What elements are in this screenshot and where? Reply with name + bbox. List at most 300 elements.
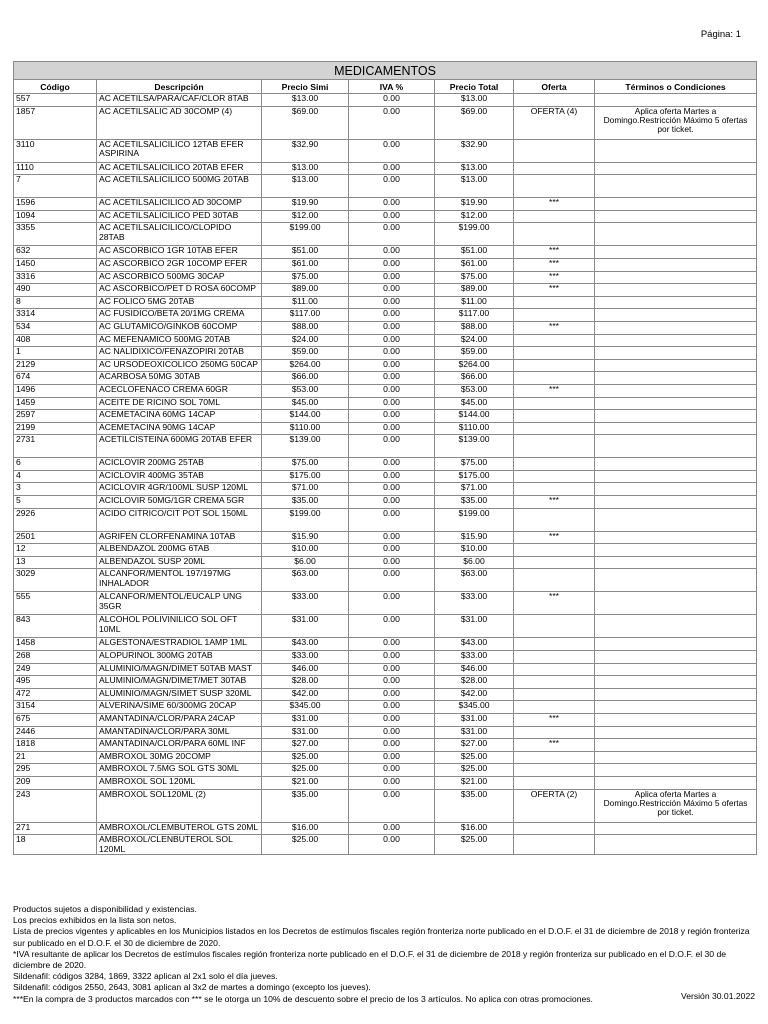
cell-descripcion: AMBROXOL SOL120ML (2)	[97, 789, 262, 822]
cell-oferta	[514, 835, 595, 855]
cell-descripcion: AMANTADINA/CLOR/PARA 30ML	[97, 726, 262, 739]
cell-terminos	[595, 776, 757, 789]
cell-oferta	[514, 458, 595, 471]
cell-codigo: 6	[14, 458, 97, 471]
cell-precio-simi: $33.00	[262, 651, 349, 664]
cell-terminos	[595, 483, 757, 496]
medications-table	[13, 61, 757, 855]
cell-iva: 0.00	[349, 198, 435, 211]
cell-precio-total: $75.00	[435, 271, 514, 284]
cell-terminos	[595, 676, 757, 689]
cell-precio-total: $35.00	[435, 789, 514, 822]
cell-descripcion: AC ACETILSALICILICO 500MG 20TAB	[97, 175, 262, 198]
cell-codigo: 13	[14, 556, 97, 569]
cell-codigo: 472	[14, 688, 97, 701]
cell-oferta	[514, 556, 595, 569]
table-row	[14, 569, 757, 592]
cell-oferta	[514, 94, 595, 107]
cell-terminos	[595, 271, 757, 284]
table-row	[14, 789, 757, 822]
cell-precio-total: $33.00	[435, 592, 514, 615]
cell-precio-total: $25.00	[435, 764, 514, 777]
cell-terminos	[595, 764, 757, 777]
cell-precio-total: $10.00	[435, 544, 514, 557]
cell-iva: 0.00	[349, 296, 435, 309]
cell-terminos	[595, 569, 757, 592]
cell-iva: 0.00	[349, 458, 435, 471]
cell-terminos	[595, 470, 757, 483]
cell-codigo: 243	[14, 789, 97, 822]
table-row	[14, 258, 757, 271]
cell-precio-simi: $75.00	[262, 271, 349, 284]
cell-descripcion: AC ACETILSA/PARA/CAF/CLOR 8TAB	[97, 94, 262, 107]
cell-codigo: 8	[14, 296, 97, 309]
cell-descripcion: AC MEFENAMICO 500MG 20TAB	[97, 334, 262, 347]
table-row	[14, 246, 757, 259]
cell-oferta: ***	[514, 271, 595, 284]
cell-codigo: 268	[14, 651, 97, 664]
cell-terminos	[595, 544, 757, 557]
cell-iva: 0.00	[349, 651, 435, 664]
cell-oferta	[514, 410, 595, 423]
cell-iva: 0.00	[349, 789, 435, 822]
cell-descripcion: ACEMETACINA 90MG 14CAP	[97, 422, 262, 435]
cell-codigo: 2731	[14, 435, 97, 458]
cell-precio-simi: $10.00	[262, 544, 349, 557]
cell-terminos	[595, 246, 757, 259]
cell-precio-simi: $6.00	[262, 556, 349, 569]
cell-precio-simi: $31.00	[262, 714, 349, 727]
cell-precio-total: $59.00	[435, 347, 514, 360]
cell-precio-total: $88.00	[435, 321, 514, 334]
cell-precio-total: $46.00	[435, 663, 514, 676]
cell-precio-total: $28.00	[435, 676, 514, 689]
cell-precio-simi: $264.00	[262, 359, 349, 372]
cell-iva: 0.00	[349, 321, 435, 334]
cell-precio-total: $139.00	[435, 435, 514, 458]
cell-precio-simi: $69.00	[262, 106, 349, 139]
cell-oferta	[514, 822, 595, 835]
cell-terminos	[595, 334, 757, 347]
table-row	[14, 739, 757, 752]
cell-oferta	[514, 483, 595, 496]
cell-precio-total: $45.00	[435, 397, 514, 410]
cell-codigo: 21	[14, 751, 97, 764]
cell-descripcion: ACETILCISTEINA 600MG 20TAB EFER	[97, 435, 262, 458]
table-row	[14, 651, 757, 664]
cell-precio-simi: $25.00	[262, 751, 349, 764]
cell-codigo: 1818	[14, 739, 97, 752]
cell-precio-simi: $144.00	[262, 410, 349, 423]
cell-descripcion: AMBROXOL/CLENBUTEROL SOL 120ML	[97, 835, 262, 855]
table-row	[14, 284, 757, 297]
price-list	[13, 61, 756, 855]
cell-descripcion: ALOPURINOL 300MG 20TAB	[97, 651, 262, 664]
table-row	[14, 347, 757, 360]
cell-precio-simi: $199.00	[262, 508, 349, 531]
cell-precio-simi: $89.00	[262, 284, 349, 297]
cell-precio-total: $33.00	[435, 651, 514, 664]
cell-terminos	[595, 496, 757, 509]
cell-codigo: 1458	[14, 638, 97, 651]
cell-descripcion: AC ACETILSALICILICO/CLOPIDO 28TAB	[97, 223, 262, 246]
cell-descripcion: AC ACETILSALICILICO 20TAB EFER	[97, 162, 262, 175]
table-row	[14, 544, 757, 557]
cell-terminos	[595, 175, 757, 198]
cell-codigo: 3110	[14, 139, 97, 162]
cell-terminos	[595, 638, 757, 651]
cell-terminos	[595, 688, 757, 701]
cell-descripcion: AC ACETILSALICILICO AD 30COMP	[97, 198, 262, 211]
cell-codigo: 1094	[14, 210, 97, 223]
cell-precio-simi: $27.00	[262, 739, 349, 752]
cell-descripcion: ACICLOVIR 50MG/1GR CREMA 5GR	[97, 496, 262, 509]
cell-precio-total: $16.00	[435, 822, 514, 835]
table-row	[14, 822, 757, 835]
cell-iva: 0.00	[349, 688, 435, 701]
cell-oferta	[514, 397, 595, 410]
cell-oferta	[514, 726, 595, 739]
cell-oferta	[514, 651, 595, 664]
cell-iva: 0.00	[349, 776, 435, 789]
cell-oferta	[514, 175, 595, 198]
cell-oferta	[514, 334, 595, 347]
cell-iva: 0.00	[349, 508, 435, 531]
cell-oferta	[514, 347, 595, 360]
cell-codigo: 7	[14, 175, 97, 198]
cell-descripcion: AMBROXOL/CLEMBUTEROL GTS 20ML	[97, 822, 262, 835]
cell-precio-total: $199.00	[435, 508, 514, 531]
cell-codigo: 12	[14, 544, 97, 557]
cell-descripcion: AC ACETILSALIC AD 30COMP (4)	[97, 106, 262, 139]
table-row	[14, 483, 757, 496]
cell-terminos	[595, 458, 757, 471]
cell-precio-total: $32.90	[435, 139, 514, 162]
cell-descripcion: AMBROXOL SOL 120ML	[97, 776, 262, 789]
cell-terminos	[595, 372, 757, 385]
cell-codigo: 1857	[14, 106, 97, 139]
cell-descripcion: ACECLOFENACO CREMA 60GR	[97, 384, 262, 397]
cell-descripcion: ALCANFOR/MENTOL 197/197MG INHALADOR	[97, 569, 262, 592]
cell-oferta	[514, 701, 595, 714]
cell-iva: 0.00	[349, 210, 435, 223]
cell-terminos	[595, 397, 757, 410]
cell-descripcion: AGRIFEN CLORFENAMINA 10TAB	[97, 531, 262, 544]
cell-precio-simi: $61.00	[262, 258, 349, 271]
cell-precio-total: $35.00	[435, 496, 514, 509]
cell-descripcion: ALGESTONA/ESTRADIOL 1AMP 1ML	[97, 638, 262, 651]
cell-iva: 0.00	[349, 246, 435, 259]
cell-iva: 0.00	[349, 569, 435, 592]
table-row	[14, 688, 757, 701]
cell-oferta: ***	[514, 321, 595, 334]
table-row	[14, 359, 757, 372]
cell-iva: 0.00	[349, 764, 435, 777]
cell-codigo: 408	[14, 334, 97, 347]
cell-descripcion: ACARBOSA 50MG 30TAB	[97, 372, 262, 385]
cell-precio-total: $31.00	[435, 714, 514, 727]
cell-codigo: 534	[14, 321, 97, 334]
cell-descripcion: ACICLOVIR 200MG 25TAB	[97, 458, 262, 471]
footer-note: ***En la compra de 3 productos marcados con *** se le otorga un 10% de descuento sobre el precio de los 3 artículos. No aplica con otras promociones.	[13, 993, 593, 1004]
cell-iva: 0.00	[349, 615, 435, 638]
cell-terminos	[595, 435, 757, 458]
cell-iva: 0.00	[349, 556, 435, 569]
cell-iva: 0.00	[349, 422, 435, 435]
cell-precio-simi: $13.00	[262, 94, 349, 107]
cell-iva: 0.00	[349, 347, 435, 360]
cell-iva: 0.00	[349, 531, 435, 544]
cell-iva: 0.00	[349, 175, 435, 198]
header-terminos: Términos o Condiciones	[595, 80, 757, 94]
table-row	[14, 714, 757, 727]
cell-precio-simi: $59.00	[262, 347, 349, 360]
cell-precio-simi: $33.00	[262, 592, 349, 615]
cell-oferta: ***	[514, 739, 595, 752]
cell-oferta	[514, 422, 595, 435]
cell-precio-total: $31.00	[435, 726, 514, 739]
cell-precio-simi: $31.00	[262, 726, 349, 739]
cell-oferta: ***	[514, 592, 595, 615]
table-row	[14, 106, 757, 139]
cell-descripcion: ACIDO CITRICO/CIT POT SOL 150ML	[97, 508, 262, 531]
cell-terminos	[595, 663, 757, 676]
cell-terminos	[595, 651, 757, 664]
cell-iva: 0.00	[349, 223, 435, 246]
cell-precio-simi: $42.00	[262, 688, 349, 701]
table-row	[14, 701, 757, 714]
cell-precio-total: $25.00	[435, 835, 514, 855]
table-title: MEDICAMENTOS	[14, 62, 757, 80]
table-row	[14, 615, 757, 638]
cell-iva: 0.00	[349, 106, 435, 139]
cell-precio-simi: $51.00	[262, 246, 349, 259]
cell-codigo: 3355	[14, 223, 97, 246]
cell-terminos	[595, 162, 757, 175]
table-row	[14, 94, 757, 107]
cell-iva: 0.00	[349, 435, 435, 458]
cell-codigo: 1450	[14, 258, 97, 271]
cell-oferta	[514, 296, 595, 309]
cell-terminos	[595, 592, 757, 615]
cell-iva: 0.00	[349, 162, 435, 175]
cell-oferta	[514, 309, 595, 322]
cell-precio-total: $19.90	[435, 198, 514, 211]
cell-precio-total: $117.00	[435, 309, 514, 322]
cell-precio-simi: $25.00	[262, 764, 349, 777]
cell-descripcion: ALCOHOL POLIVINILICO SOL OFT 10ML	[97, 615, 262, 638]
cell-precio-simi: $66.00	[262, 372, 349, 385]
cell-iva: 0.00	[349, 483, 435, 496]
cell-descripcion: AC ACETILSALICILICO PED 30TAB	[97, 210, 262, 223]
cell-oferta	[514, 139, 595, 162]
cell-precio-total: $13.00	[435, 175, 514, 198]
table-row	[14, 139, 757, 162]
cell-terminos: Aplica oferta Martes a Domingo.Restricción Máximo 5 ofertas por ticket.	[595, 789, 757, 822]
table-row	[14, 271, 757, 284]
header-precio-simi: Precio Simi	[262, 80, 349, 94]
table-row	[14, 435, 757, 458]
cell-oferta	[514, 676, 595, 689]
cell-precio-total: $12.00	[435, 210, 514, 223]
table-row	[14, 210, 757, 223]
cell-precio-simi: $24.00	[262, 334, 349, 347]
header-codigo: Código	[14, 80, 97, 94]
cell-terminos	[595, 258, 757, 271]
cell-iva: 0.00	[349, 751, 435, 764]
cell-oferta	[514, 544, 595, 557]
cell-codigo: 3316	[14, 271, 97, 284]
table-row	[14, 296, 757, 309]
cell-terminos	[595, 284, 757, 297]
cell-oferta: ***	[514, 198, 595, 211]
cell-codigo: 495	[14, 676, 97, 689]
cell-terminos	[595, 347, 757, 360]
cell-iva: 0.00	[349, 139, 435, 162]
cell-descripcion: AC ASCORBICO 2GR 10COMP EFER	[97, 258, 262, 271]
cell-oferta	[514, 359, 595, 372]
cell-codigo: 3314	[14, 309, 97, 322]
cell-iva: 0.00	[349, 496, 435, 509]
cell-terminos	[595, 739, 757, 752]
cell-codigo: 18	[14, 835, 97, 855]
table-row	[14, 397, 757, 410]
cell-codigo: 5	[14, 496, 97, 509]
table-row	[14, 410, 757, 423]
cell-oferta: ***	[514, 258, 595, 271]
footer-note: Sildenafil: códigos 3284, 1869, 3322 aplican al 2x1 solo el día jueves.	[13, 971, 278, 982]
cell-precio-total: $61.00	[435, 258, 514, 271]
cell-iva: 0.00	[349, 372, 435, 385]
cell-descripcion: AC ASCORBICO 500MG 30CAP	[97, 271, 262, 284]
cell-precio-total: $42.00	[435, 688, 514, 701]
cell-terminos	[595, 359, 757, 372]
cell-precio-simi: $12.00	[262, 210, 349, 223]
cell-oferta	[514, 470, 595, 483]
cell-iva: 0.00	[349, 271, 435, 284]
cell-precio-total: $13.00	[435, 162, 514, 175]
cell-precio-total: $66.00	[435, 372, 514, 385]
cell-iva: 0.00	[349, 410, 435, 423]
cell-descripcion: ALVERINA/SIME 60/300MG 20CAP	[97, 701, 262, 714]
cell-codigo: 1459	[14, 397, 97, 410]
cell-descripcion: ACICLOVIR 400MG 35TAB	[97, 470, 262, 483]
cell-descripcion: ACEMETACINA 60MG 14CAP	[97, 410, 262, 423]
cell-descripcion: AC ASCORBICO 1GR 10TAB EFER	[97, 246, 262, 259]
cell-precio-total: $25.00	[435, 751, 514, 764]
cell-precio-simi: $75.00	[262, 458, 349, 471]
cell-precio-simi: $35.00	[262, 789, 349, 822]
cell-iva: 0.00	[349, 258, 435, 271]
cell-precio-simi: $15.90	[262, 531, 349, 544]
cell-descripcion: ALUMINIO/MAGN/DIMET/MET 30TAB	[97, 676, 262, 689]
cell-iva: 0.00	[349, 384, 435, 397]
cell-terminos	[595, 714, 757, 727]
cell-oferta: OFERTA (2)	[514, 789, 595, 822]
cell-codigo: 3	[14, 483, 97, 496]
table-row	[14, 726, 757, 739]
cell-precio-total: $43.00	[435, 638, 514, 651]
cell-precio-simi: $16.00	[262, 822, 349, 835]
header-oferta: Oferta	[514, 80, 595, 94]
cell-descripcion: AC ASCORBICO/PET D ROSA 60COMP	[97, 284, 262, 297]
cell-iva: 0.00	[349, 359, 435, 372]
cell-descripcion: AC URSODEOXICOLICO 250MG 50CAP	[97, 359, 262, 372]
cell-terminos	[595, 139, 757, 162]
cell-terminos	[595, 321, 757, 334]
cell-iva: 0.00	[349, 701, 435, 714]
cell-terminos	[595, 384, 757, 397]
table-row	[14, 198, 757, 211]
cell-iva: 0.00	[349, 638, 435, 651]
cell-iva: 0.00	[349, 397, 435, 410]
cell-precio-simi: $32.90	[262, 139, 349, 162]
table-row	[14, 321, 757, 334]
cell-terminos	[595, 198, 757, 211]
cell-precio-simi: $19.90	[262, 198, 349, 211]
cell-terminos	[595, 296, 757, 309]
cell-precio-simi: $139.00	[262, 435, 349, 458]
cell-codigo: 557	[14, 94, 97, 107]
cell-iva: 0.00	[349, 94, 435, 107]
cell-precio-simi: $199.00	[262, 223, 349, 246]
cell-precio-total: $31.00	[435, 615, 514, 638]
cell-oferta: ***	[514, 714, 595, 727]
cell-descripcion: ACICLOVIR 4GR/100ML SUSP 120ML	[97, 483, 262, 496]
cell-precio-simi: $11.00	[262, 296, 349, 309]
cell-oferta	[514, 435, 595, 458]
cell-codigo: 2446	[14, 726, 97, 739]
cell-iva: 0.00	[349, 544, 435, 557]
cell-terminos	[595, 822, 757, 835]
cell-codigo: 209	[14, 776, 97, 789]
table-body	[14, 94, 757, 855]
cell-oferta	[514, 210, 595, 223]
cell-codigo: 632	[14, 246, 97, 259]
cell-precio-simi: $71.00	[262, 483, 349, 496]
cell-precio-simi: $43.00	[262, 638, 349, 651]
cell-codigo: 249	[14, 663, 97, 676]
cell-oferta	[514, 776, 595, 789]
cell-codigo: 1496	[14, 384, 97, 397]
cell-codigo: 2597	[14, 410, 97, 423]
header-precio-total: Precio Total	[435, 80, 514, 94]
cell-precio-total: $6.00	[435, 556, 514, 569]
cell-terminos	[595, 726, 757, 739]
cell-codigo: 1596	[14, 198, 97, 211]
cell-oferta: ***	[514, 246, 595, 259]
cell-oferta: ***	[514, 531, 595, 544]
cell-oferta	[514, 615, 595, 638]
cell-oferta	[514, 508, 595, 531]
table-row	[14, 638, 757, 651]
cell-precio-total: $21.00	[435, 776, 514, 789]
cell-precio-total: $53.00	[435, 384, 514, 397]
cell-precio-simi: $21.00	[262, 776, 349, 789]
cell-precio-total: $24.00	[435, 334, 514, 347]
cell-iva: 0.00	[349, 334, 435, 347]
table-row	[14, 592, 757, 615]
cell-precio-simi: $46.00	[262, 663, 349, 676]
cell-oferta	[514, 688, 595, 701]
cell-descripcion: ALUMINIO/MAGN/SIMET SUSP 320ML	[97, 688, 262, 701]
cell-descripcion: ALCANFOR/MENTOL/EUCALP UNG 35GR	[97, 592, 262, 615]
cell-precio-simi: $110.00	[262, 422, 349, 435]
cell-codigo: 1110	[14, 162, 97, 175]
cell-terminos	[595, 531, 757, 544]
cell-iva: 0.00	[349, 592, 435, 615]
table-row	[14, 676, 757, 689]
